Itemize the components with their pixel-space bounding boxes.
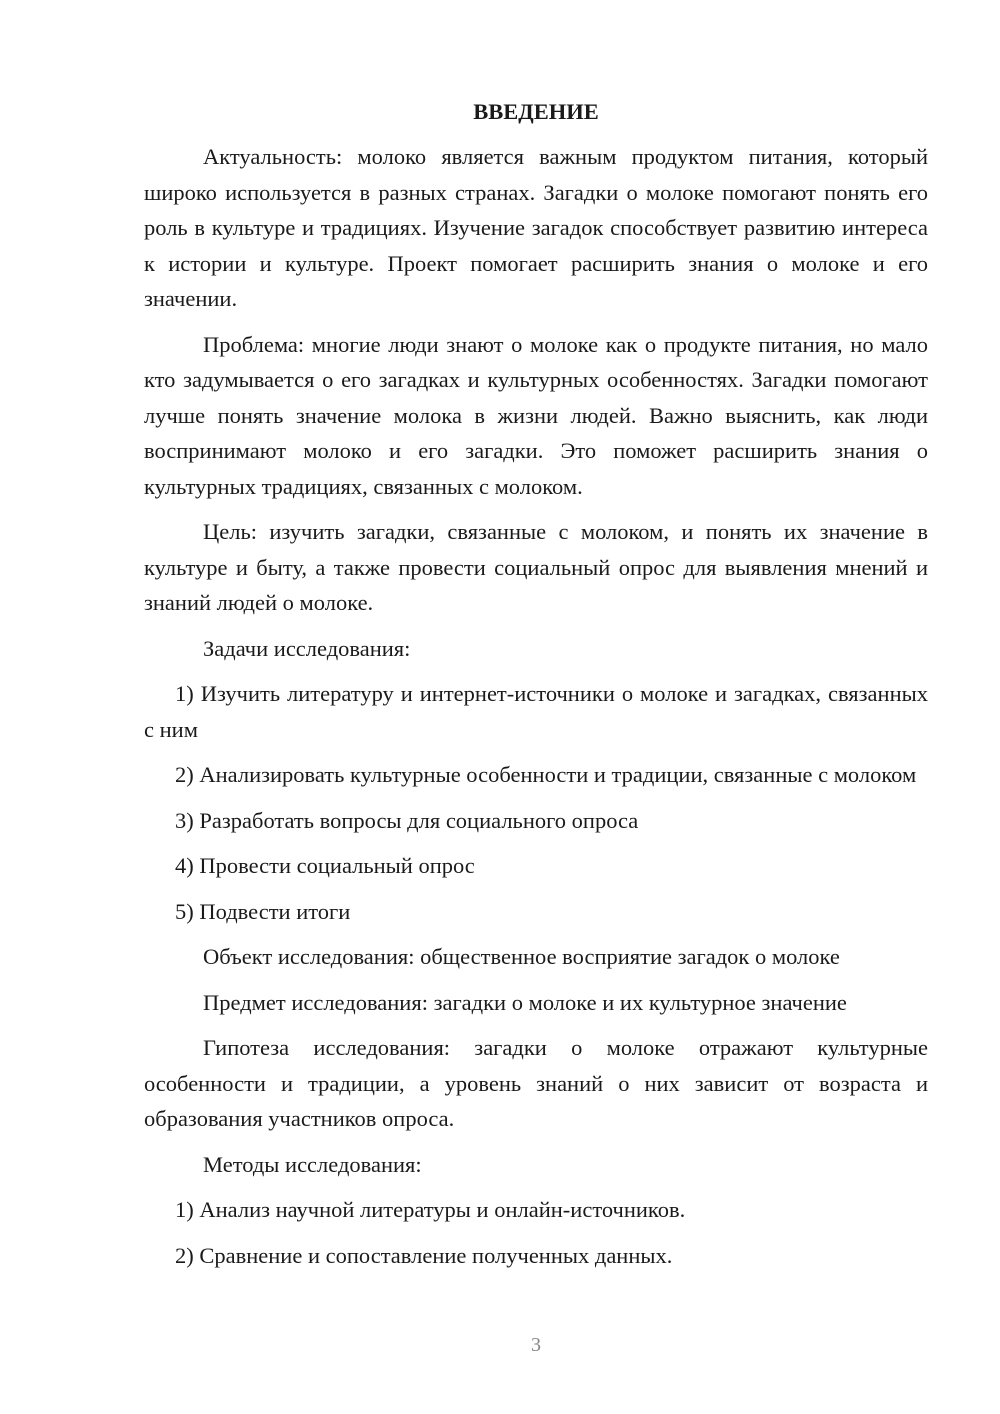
task-item: 5) Подвести итоги bbox=[175, 898, 351, 924]
relevance-paragraph: Актуальность: молоко является важным продуктом питания, который широко используется в разных странах. Загадки о молоке помогают понять его роль в культуре и традициях. Изучение загадок способствует развитию интереса к истории и культуре. Проект помогает расширить знания о молоке и его значении. bbox=[144, 144, 928, 311]
method-item: 1) Анализ научной литературы и онлайн-источников. bbox=[175, 1197, 686, 1222]
problem-paragraph: Проблема: многие люди знают о молоке как о продукте питания, но мало кто задумывается о его загадках и культурных особенностях. Загадки помогают лучше понять значение молока в жизни людей. Важно выяснить, как люди воспринимают молоко и его загадки. Это поможет расширить знания о культурных традициях, связанных с молоком. bbox=[144, 331, 928, 499]
methods-heading: Методы исследования: bbox=[203, 1151, 422, 1177]
task-item: 2) Анализировать культурные особенности и традиции, связанные с молоком bbox=[175, 762, 917, 787]
page-title: ВВЕДЕНИЕ bbox=[473, 99, 599, 124]
hypothesis-paragraph: Гипотеза исследования: загадки о молоке отражают культурные особенности и традиции, а уровень знаний о них зависит от возраста и образования участников опроса. bbox=[144, 1035, 928, 1131]
task-item: 4) Провести социальный опрос bbox=[175, 853, 475, 878]
tasks-heading: Задачи исследования: bbox=[203, 635, 411, 661]
page-number: 3 bbox=[531, 1334, 541, 1356]
method-item: 2) Сравнение и сопоставление полученных данных. bbox=[175, 1242, 673, 1268]
object-line: Объект исследования: общественное восприятие загадок о молоке bbox=[203, 944, 840, 969]
task-item: 3) Разработать вопросы для социального опроса bbox=[175, 807, 639, 833]
subject-line: Предмет исследования: загадки о молоке и их культурное значение bbox=[203, 989, 847, 1015]
task-item: 1) Изучить литературу и интернет-источники о молоке и загадках, связанных с ним bbox=[144, 681, 928, 742]
page-body bbox=[144, 94, 928, 1283]
goal-paragraph: Цель: изучить загадки, связанные с молоком, и понять их значение в культуре и быту, а также провести социальный опрос для выявления мнений и знаний людей о молоке. bbox=[144, 519, 928, 615]
